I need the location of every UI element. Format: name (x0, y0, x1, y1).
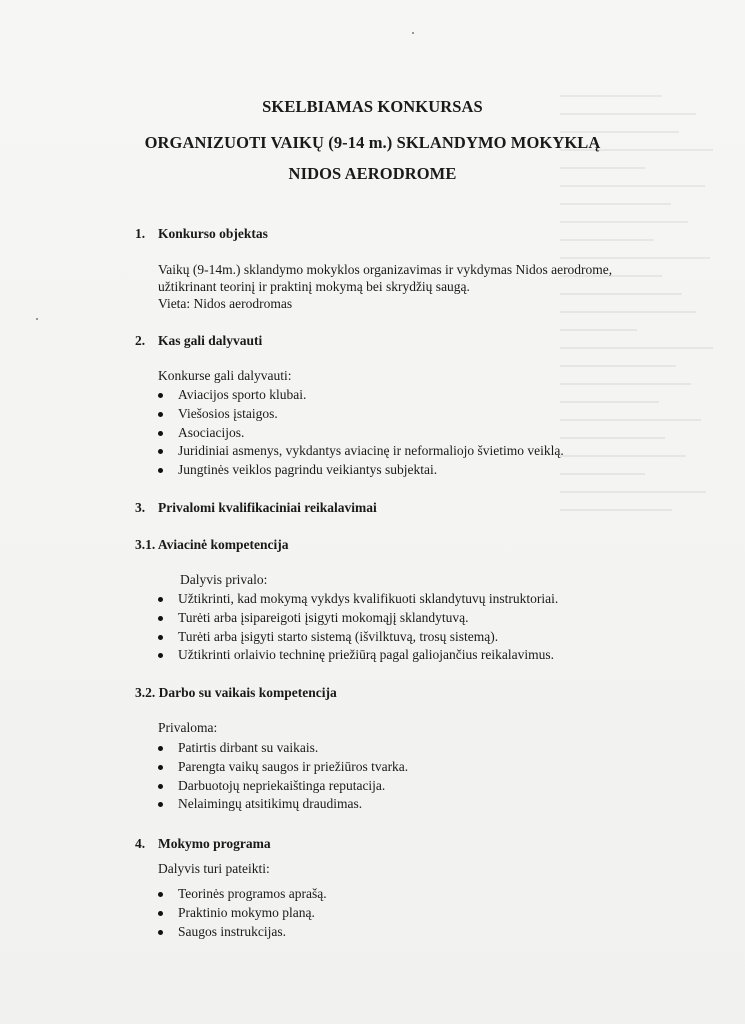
bullet-icon (158, 412, 163, 417)
list-item (158, 758, 408, 777)
section-1-line: Vieta: Nidos aerodromas (158, 296, 293, 312)
bullet-icon (158, 765, 163, 770)
list-item-text: Jungtinės veiklos pagrindu veikiantys subjektai. (178, 462, 438, 478)
section-1-title: Konkurso objektas (158, 226, 268, 241)
list-item-text: Turėti arba įsipareigoti įsigyti mokomąjį sklandytuvą. (178, 609, 469, 625)
list-item (158, 609, 558, 628)
section-2-title: Kas gali dalyvauti (158, 333, 263, 348)
list-item-text: Parengta vaikų saugos ir priežiūros tvarka. (178, 758, 409, 774)
bullet-icon (158, 468, 163, 473)
section-3-title: Privalomi kvalifikaciniai reikalavimai (158, 500, 377, 515)
list-item (158, 590, 558, 609)
list-item-text: Užtikrinti orlaivio techninę priežiūrą pagal galiojančius reikalavimus. (178, 647, 554, 663)
section-1-number: 1. (135, 226, 146, 241)
list-item (158, 904, 327, 923)
list-item (158, 646, 558, 665)
list-item-text: Teorinės programos aprašą. (178, 886, 327, 901)
list-item-text: Patirtis dirbant su vaikais. (178, 740, 319, 755)
list-item-text: Praktinio mokymo planą. (178, 904, 315, 920)
list-item (158, 923, 327, 942)
section-1-heading (135, 226, 268, 242)
section-4-list (158, 885, 327, 941)
bullet-icon (158, 635, 163, 640)
list-item-text: Aviacijos sporto klubai. (178, 387, 307, 402)
scan-speck (412, 32, 414, 34)
bullet-icon (158, 911, 163, 916)
bullet-icon (158, 746, 163, 751)
list-item (158, 405, 564, 424)
section-2-list (158, 386, 564, 480)
section-2-heading (135, 333, 262, 349)
list-item-text: Užtikrinti, kad mokymą vykdys kvalifikuoti sklandytuvų instruktoriai. (178, 591, 559, 606)
list-item (158, 442, 564, 461)
subsection-3-2-intro: Privaloma: (158, 720, 218, 735)
list-item (158, 739, 408, 758)
bullet-icon (158, 930, 163, 935)
list-item (158, 795, 408, 814)
list-item (158, 386, 564, 405)
bullet-icon (158, 431, 163, 436)
subsection-3-1-heading: 3.1. Aviacinė kompetencija (135, 537, 289, 552)
list-item (158, 461, 564, 480)
section-1-body (158, 261, 612, 313)
list-item-text: Juridiniai asmenys, vykdantys aviacinę ir neformaliojo švietimo veiklą. (178, 443, 564, 459)
section-3-number: 3. (135, 500, 146, 515)
section-4-intro: Dalyvis turi pateikti: (158, 861, 270, 876)
bleed-through-text (560, 95, 730, 1015)
doc-title-line1: SKELBIAMAS KONKURSAS (262, 97, 483, 116)
bullet-icon (158, 802, 163, 807)
section-1-line: Vaikų (9-14m.) sklandymo mokyklos organizavimas ir vykdymas Nidos aerodrome, (158, 262, 613, 277)
bullet-icon (158, 784, 163, 789)
list-item-text: Asociacijos. (178, 424, 245, 440)
list-item (158, 885, 327, 904)
list-item-text: Saugos instrukcijas. (178, 923, 286, 939)
section-4-title: Mokymo programa (158, 836, 271, 851)
subsection-3-2-list (158, 739, 408, 814)
list-item (158, 424, 564, 443)
bullet-icon (158, 653, 163, 658)
list-item (158, 628, 558, 647)
list-item-text: Darbuotojų nepriekaištinga reputacija. (178, 777, 386, 793)
section-2-number: 2. (135, 333, 146, 348)
subsection-3-2-heading: 3.2. Darbo su vaikais kompetencija (135, 685, 337, 700)
section-3-heading (135, 500, 377, 516)
list-item-text: Viešosios įstaigos. (178, 405, 278, 421)
subsection-3-1-list (158, 590, 558, 665)
bullet-icon (158, 449, 163, 454)
bullet-icon (158, 616, 163, 621)
section-4-number: 4. (135, 836, 146, 851)
bullet-icon (158, 393, 163, 398)
bullet-icon (158, 597, 163, 602)
list-item-text: Turėti arba įsigyti starto sistemą (išvilktuvą, trosų sistemą). (178, 628, 499, 644)
bullet-icon (158, 892, 163, 897)
scan-speck (36, 318, 38, 320)
list-item-text: Nelaimingų atsitikimų draudimas. (178, 796, 363, 812)
doc-title-line3: NIDOS AERODROME (288, 164, 457, 183)
doc-title-line2: ORGANIZUOTI VAIKŲ (9-14 m.) SKLANDYMO MOKYKLĄ (144, 133, 601, 152)
section-1-line: užtikrinant teorinį ir praktinį mokymą bei skrydžių saugą. (158, 279, 470, 295)
list-item (158, 777, 408, 796)
section-2-intro: Konkurse gali dalyvauti: (158, 368, 292, 383)
subsection-3-1-intro: Dalyvis privalo: (180, 572, 268, 587)
section-4-heading (135, 836, 271, 852)
